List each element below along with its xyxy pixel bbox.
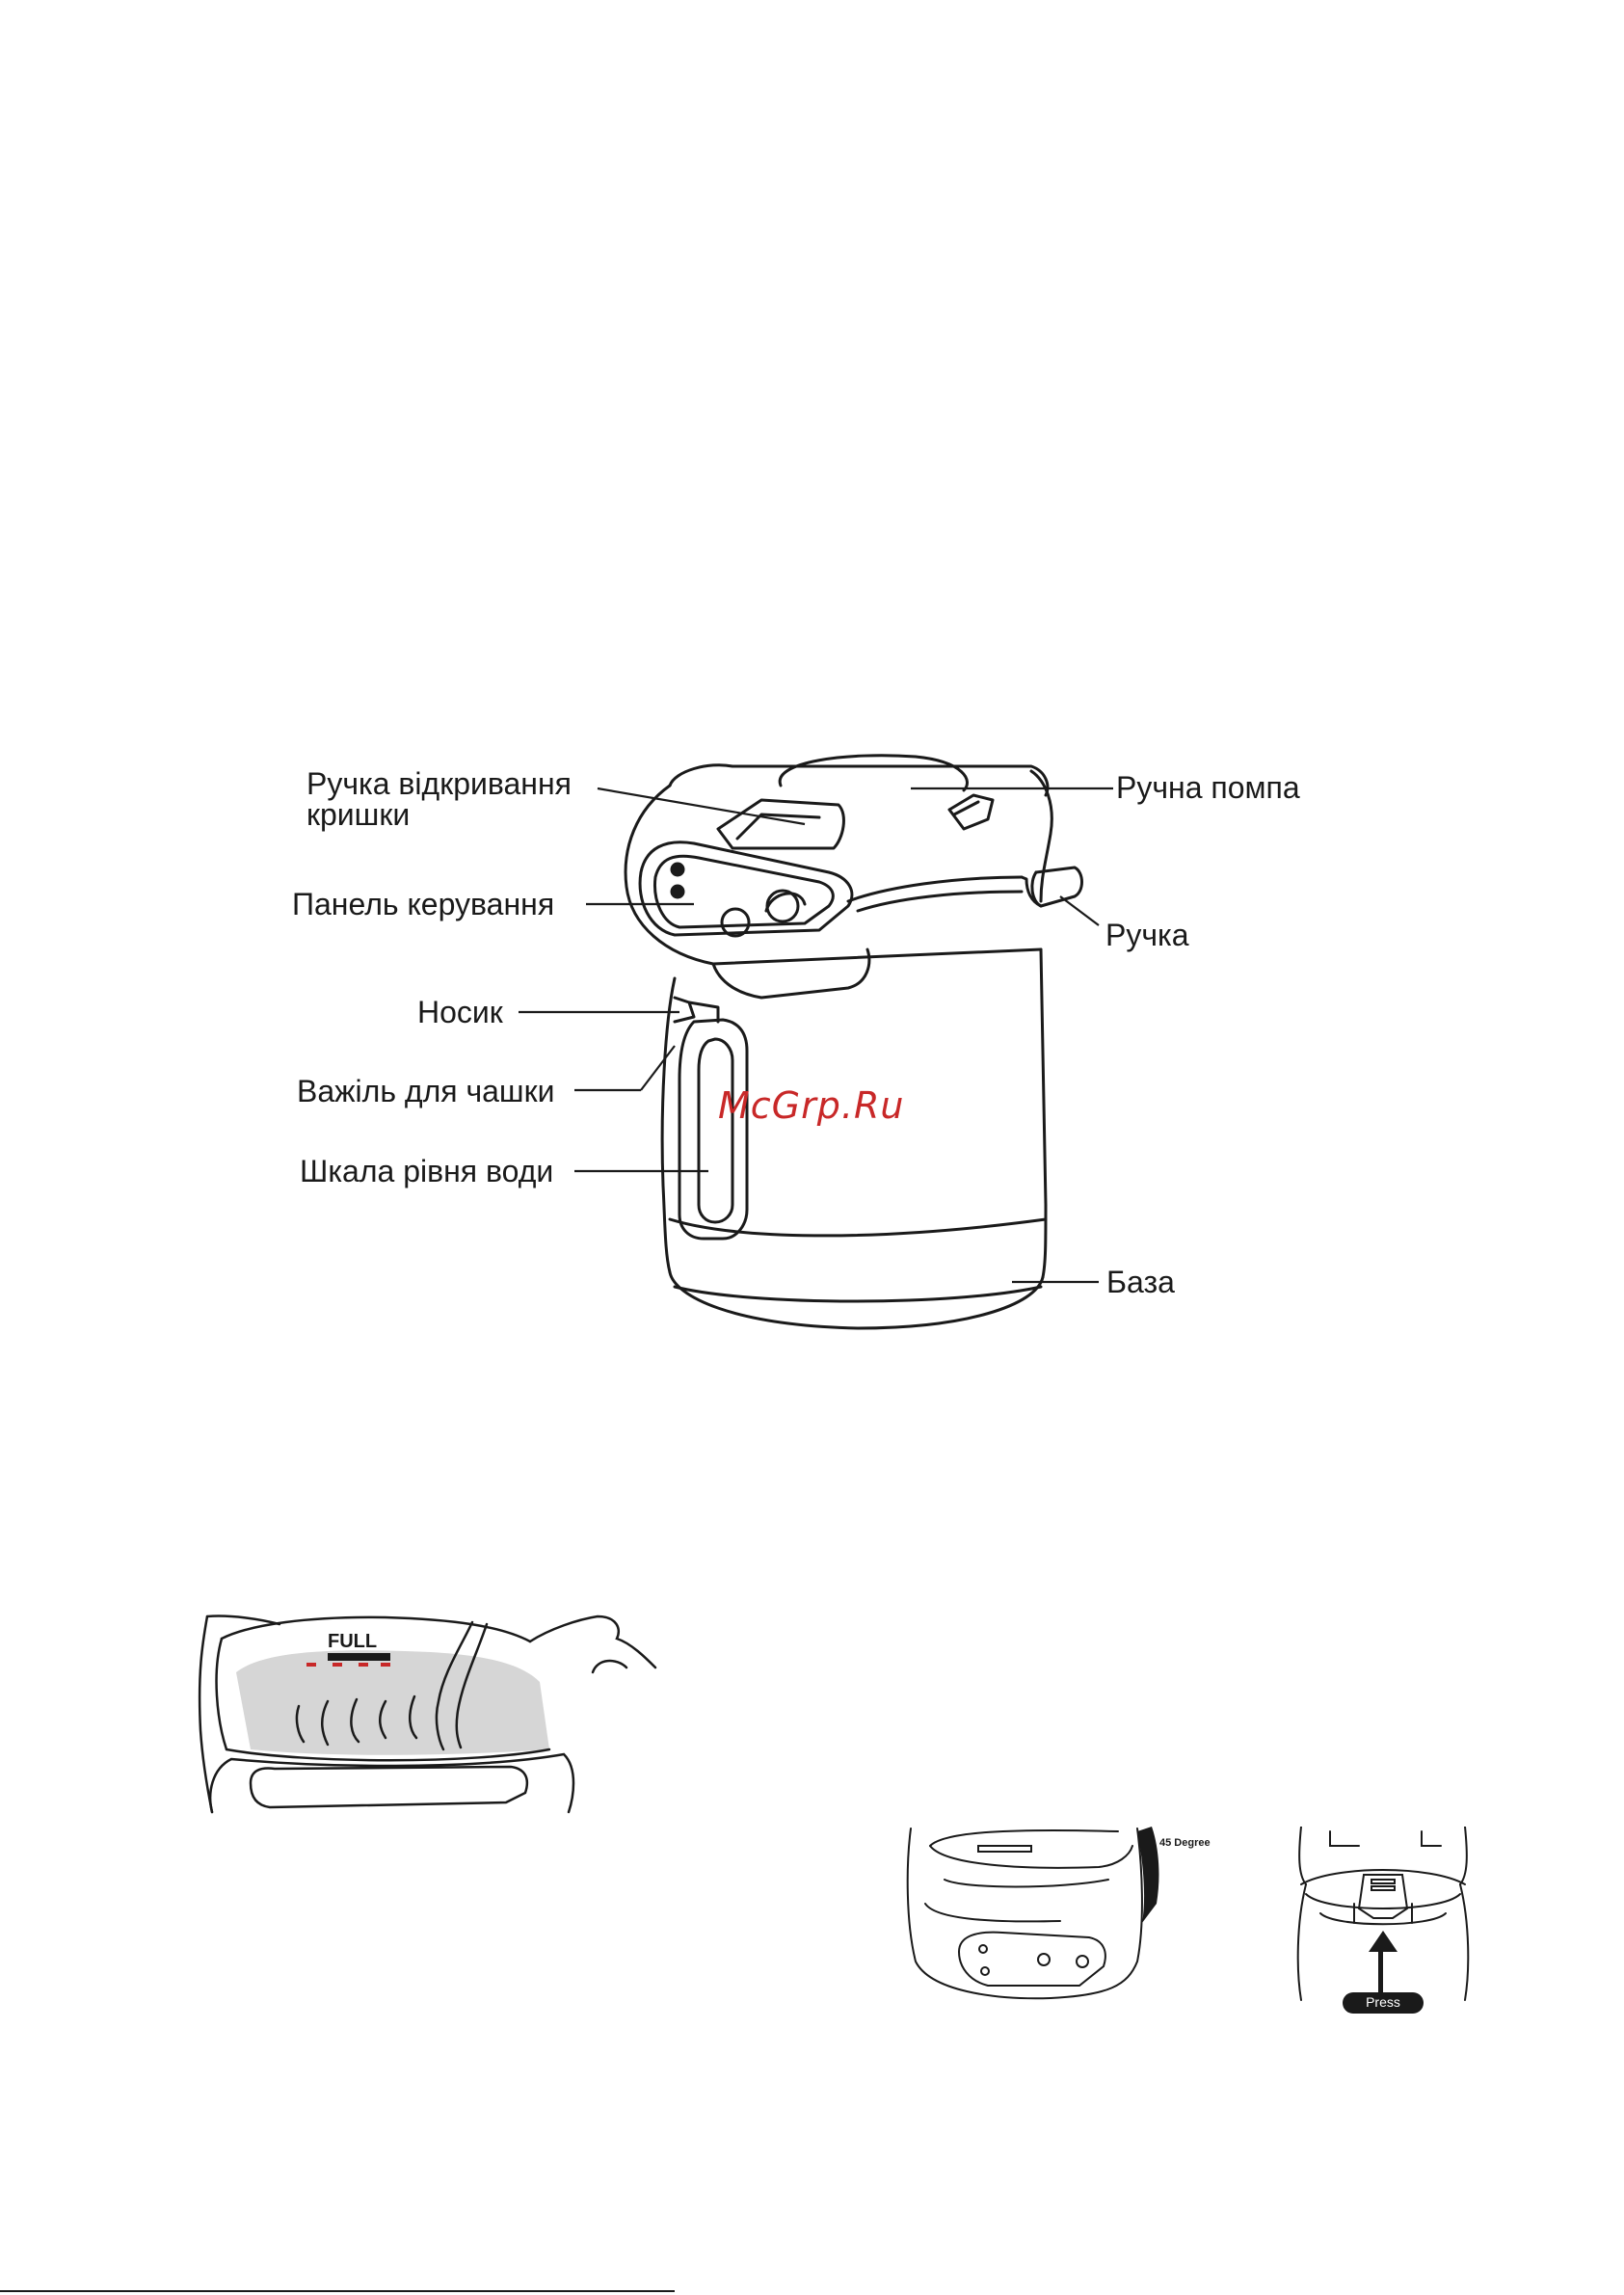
top-dome <box>780 756 967 790</box>
label-lid-handle-1: Ручка відкривання <box>306 766 572 801</box>
press-label: Press <box>1366 1994 1400 2010</box>
label-water-scale: Шкала рівня води <box>300 1154 554 1188</box>
label-manual-pump: Ручна помпа <box>1116 770 1300 805</box>
indicator-light-2 <box>672 886 683 897</box>
label-control-panel: Панель керування <box>292 887 555 921</box>
base-band <box>670 1219 1046 1236</box>
pot-body-left <box>662 978 675 1272</box>
water-area <box>236 1650 549 1755</box>
press-figure <box>1287 1827 1479 2019</box>
press-arrow <box>1369 1931 1398 1995</box>
pot-body-right <box>1041 949 1046 1277</box>
lid-latch <box>1359 1875 1407 1918</box>
page-bottom-line <box>0 2290 675 2292</box>
watermark: McGrp.Ru <box>718 1084 905 1127</box>
lid-open-figure <box>906 1827 1224 2019</box>
pouring-hand <box>530 1616 655 1672</box>
spout <box>675 998 694 1022</box>
lid-outline <box>670 765 1048 795</box>
label-base: База <box>1106 1265 1175 1299</box>
lid-release-button <box>718 800 843 848</box>
water-gauge-window <box>699 1039 732 1222</box>
full-label: FULL <box>328 1631 378 1652</box>
pot-rim-outer <box>200 1616 212 1812</box>
leader-handle <box>1060 896 1099 925</box>
indicator-light-1 <box>672 864 683 875</box>
label-handle: Ручка <box>1105 918 1189 952</box>
leader-lid-handle <box>598 788 805 824</box>
angle-label: 45 Degree <box>1159 1837 1211 1849</box>
pot-front-rim <box>210 1754 573 1812</box>
label-cup-lever: Важіль для чашки <box>297 1074 555 1108</box>
lid-panel <box>959 1933 1105 1986</box>
label-lid-handle-2: кришки <box>306 797 411 832</box>
fill-figure <box>193 1615 665 1817</box>
label-spout: Носик <box>417 995 503 1029</box>
water-gauge-outer <box>679 1020 747 1239</box>
